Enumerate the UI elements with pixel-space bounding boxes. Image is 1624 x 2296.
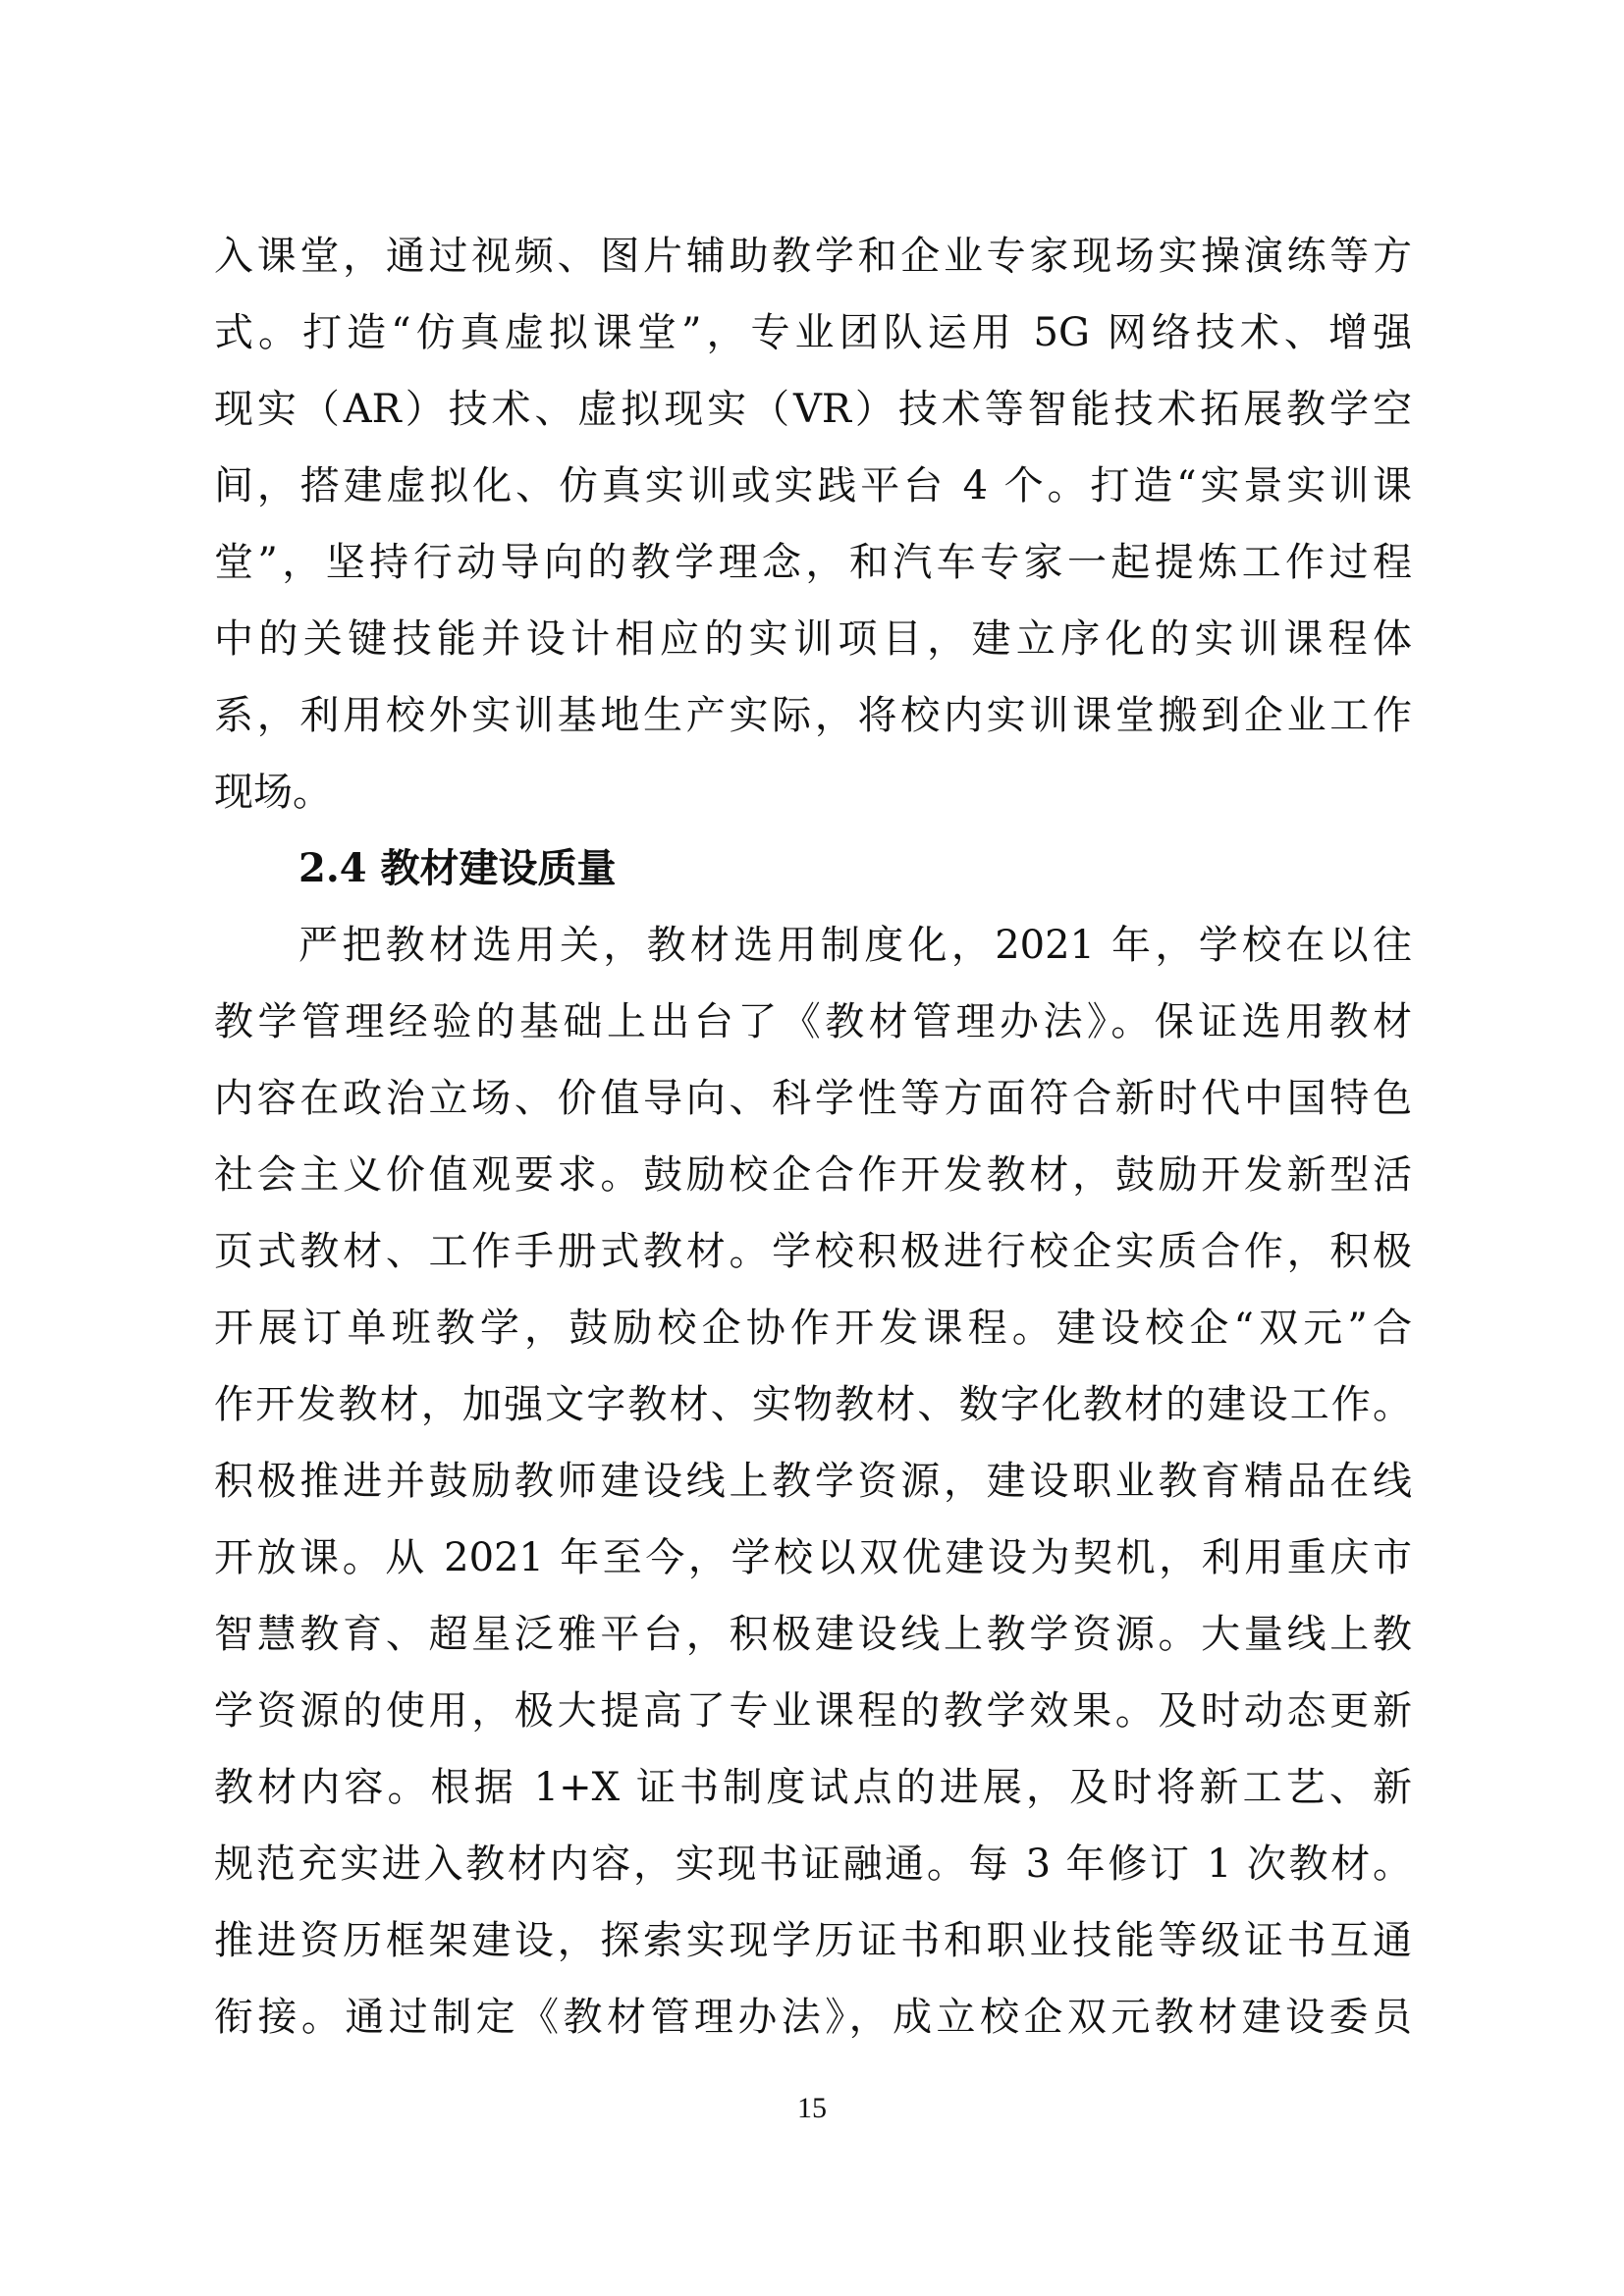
text-line: 开展订单班教学，鼓励校企协作开发课程。建设校企“双元”合 (214, 1306, 1412, 1351)
text-line: 内容在政治立场、价值导向、科学性等方面符合新时代中国特色 (214, 1076, 1412, 1121)
section-heading: 2.4 教材建设质量 (298, 845, 617, 891)
text-line: 教材内容。根据 1+X 证书制度试点的进展，及时将新工艺、新 (214, 1765, 1412, 1810)
text-line: 作开发教材，加强文字教材、实物教材、数字化教材的建设工作。 (214, 1382, 1412, 1427)
text-line: 衔接。通过制定《教材管理办法》，成立校企双元教材建设委员 (214, 1995, 1412, 2040)
text-line: 学资源的使用，极大提高了专业课程的教学效果。及时动态更新 (214, 1688, 1412, 1734)
text-line: 教学管理经验的基础上出台了《教材管理办法》。保证选用教材 (214, 999, 1412, 1044)
text-line: 积极推进并鼓励教师建设线上教学资源，建设职业教育精品在线 (214, 1459, 1412, 1504)
page-number: 15 (797, 2092, 827, 2124)
text-line: 入课堂，通过视频、图片辅助教学和企业专家现场实操演练等方 (214, 234, 1412, 279)
text-line: 智慧教育、超星泛雅平台，积极建设线上教学资源。大量线上教 (214, 1612, 1412, 1657)
paragraph-1 (214, 218, 1412, 830)
paragraph-2 (214, 907, 1412, 2056)
text-line: 现场。 (214, 770, 332, 815)
text-line: 规范充实进入教材内容，实现书证融通。每 3 年修订 1 次教材。 (214, 1842, 1412, 1887)
text-line: 推进资历框架建设，探索实现学历证书和职业技能等级证书互通 (214, 1918, 1412, 1963)
text-line: 页式教材、工作手册式教材。学校积极进行校企实质合作，积极 (214, 1229, 1412, 1274)
text-line: 式。打造“仿真虚拟课堂”，专业团队运用 5G 网络技术、增强 (214, 310, 1412, 355)
text-line: 社会主义价值观要求。鼓励校企合作开发教材，鼓励开发新型活 (214, 1152, 1412, 1198)
text-line: 严把教材选用关，教材选用制度化，2021 年，学校在以往 (298, 923, 1412, 968)
text-line: 开放课。从 2021 年至今，学校以双优建设为契机，利用重庆市 (214, 1535, 1412, 1580)
text-line: 系，利用校外实训基地生产实际，将校内实训课堂搬到企业工作 (214, 693, 1412, 738)
text-line: 中的关键技能并设计相应的实训项目，建立序化的实训课程体 (214, 616, 1412, 662)
text-line: 堂”，坚持行动导向的教学理念，和汽车专家一起提炼工作过程 (214, 540, 1412, 585)
text-line: 间，搭建虚拟化、仿真实训或实践平台 4 个。打造“实景实训课 (214, 463, 1412, 508)
body-text (214, 218, 1412, 2056)
text-line: 现实（AR）技术、虚拟现实（VR）技术等智能技术拓展教学空 (214, 387, 1412, 432)
